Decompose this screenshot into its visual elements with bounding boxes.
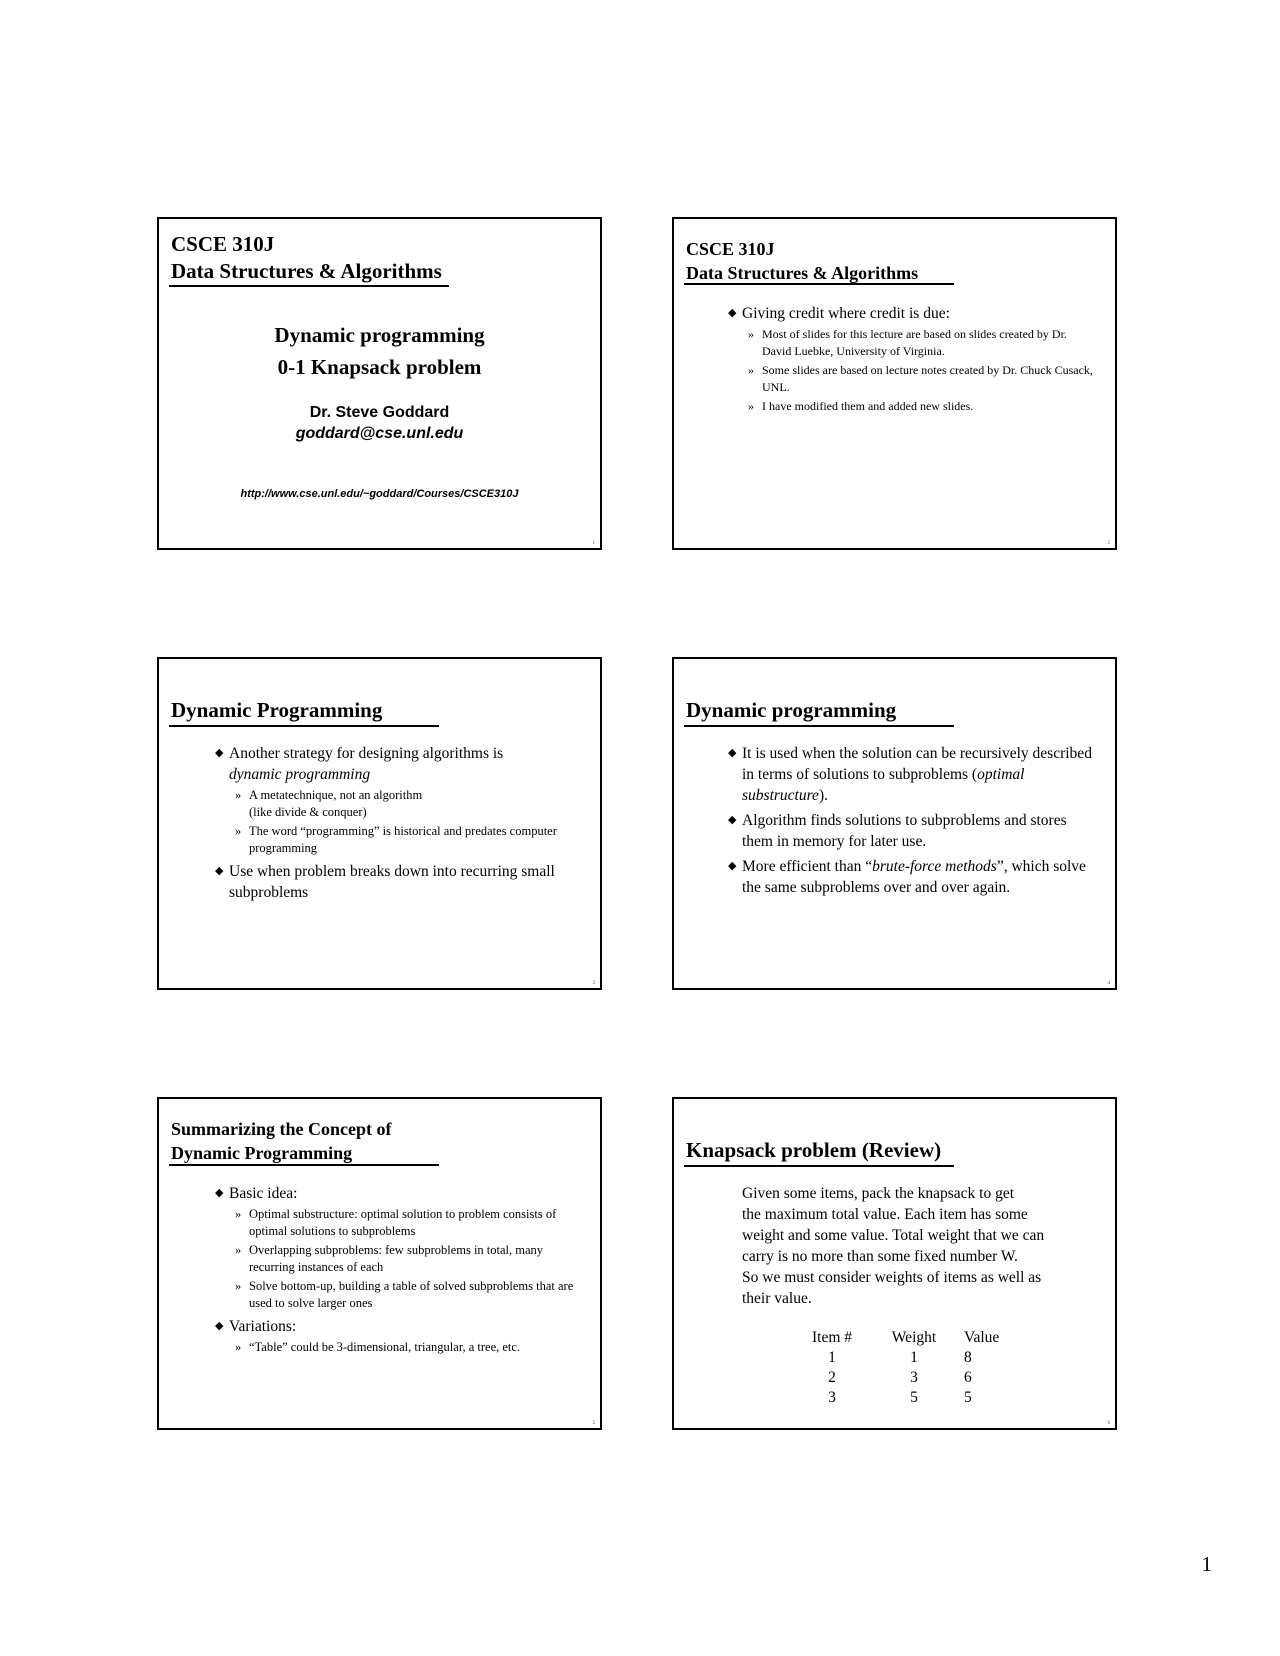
course-name: Data Structures & Algorithms: [171, 259, 442, 283]
bullet-list: [728, 303, 1095, 419]
bullet-item: ◆ Use when problem breaks down into recurring small subproblems: [215, 861, 580, 903]
bullet-emphasis: dynamic programming: [229, 766, 371, 783]
page-number: 1: [1201, 1552, 1212, 1576]
slide-number: 6: [1107, 1421, 1110, 1426]
title-underline: [169, 725, 439, 727]
sub-item: » Optimal substructure: optimal solution to problem consists of optimal solutions to subproblems: [229, 1206, 580, 1240]
slide-number: 1: [592, 541, 595, 546]
sub-text: A metatechnique, not an algorithm: [249, 788, 423, 802]
title-underline: [684, 725, 954, 727]
problem-description: [742, 1183, 1092, 1309]
slide-4: [672, 657, 1117, 990]
bullet-item: [215, 1183, 580, 1312]
sub-list: [229, 1339, 580, 1356]
bullet-text: It is used when the solution can be recursively described in terms of solutions to subproblems: [742, 745, 1092, 783]
slide-title: [686, 237, 918, 285]
slide-title: Dynamic Programming: [171, 698, 383, 722]
sub-item: » The word “programming” is historical and predates computer programming: [229, 823, 580, 857]
paragraph-line: their value.: [742, 1290, 812, 1307]
bullet-text: Basic idea:: [229, 1185, 298, 1202]
table-cell: 3: [828, 1389, 836, 1406]
bullet-item: [215, 1316, 580, 1356]
table-cell: 8: [964, 1349, 972, 1366]
slide-1: [157, 217, 602, 550]
title-underline: [169, 1164, 439, 1166]
sub-item: » Solve bottom-up, building a table of solved subproblems that are used to solve larger ones: [229, 1278, 580, 1312]
sub-item: » I have modified them and added new slides.: [742, 398, 1095, 415]
table-cell: 3: [910, 1369, 918, 1386]
bullet-text: More efficient than “: [742, 858, 873, 875]
table-row: [800, 1348, 1004, 1368]
table-row: [800, 1388, 1004, 1408]
bullet-item: [215, 743, 580, 857]
slide-number: 5: [592, 1421, 595, 1426]
slide-title: [171, 1117, 391, 1165]
sub-list: [229, 1206, 580, 1312]
course-code: CSCE 310J: [686, 239, 775, 259]
course-code: CSCE 310J: [171, 232, 275, 256]
lecture-topic: [159, 319, 600, 383]
sub-item: » Some slides are based on lecture notes created by Dr. Chuck Cusack, UNL.: [742, 362, 1095, 396]
bullet-list: [728, 743, 1095, 902]
slide-number: 2: [1107, 541, 1110, 546]
title-underline: [169, 285, 449, 287]
column-header-value: Value: [964, 1329, 1000, 1346]
slide-title: Knapsack problem (Review): [686, 1138, 942, 1162]
slide-3: [157, 657, 602, 990]
items-table: [800, 1328, 1004, 1408]
bullet-text: Another strategy for designing algorithms is: [229, 745, 504, 762]
sub-list: [229, 787, 580, 857]
course-name: Data Structures & Algorithms: [686, 263, 919, 283]
bullet-text: ).: [818, 787, 828, 804]
sub-text: (like divide & conquer): [249, 805, 367, 819]
paragraph-line: weight and some value. Total weight that we can: [742, 1227, 1045, 1244]
table-header-row: [800, 1328, 1004, 1348]
course-url: http://www.cse.unl.edu/~goddard/Courses/CSCE310J: [240, 488, 519, 500]
author-block: [159, 402, 600, 444]
bullet-text: Giving credit where credit is due:: [742, 305, 950, 322]
title-underline: [684, 283, 954, 285]
sub-item: » “Table” could be 3-dimensional, triangular, a tree, etc.: [229, 1339, 580, 1356]
author-email: goddard@cse.unl.edu: [295, 425, 464, 442]
paragraph-line: carry is no more than some fixed number W.: [742, 1248, 1018, 1265]
title-underline: [684, 1165, 954, 1167]
sub-list: [742, 326, 1095, 415]
bullet-item: [728, 303, 1095, 415]
table-cell: 1: [910, 1349, 918, 1366]
slide-number: 4: [1107, 981, 1110, 986]
bullet-emphasis: optimal substructure: [742, 766, 1025, 804]
table-cell: 5: [964, 1389, 972, 1406]
table-cell: 5: [910, 1389, 918, 1406]
bullet-item: ◆ Algorithm finds solutions to subproblems and stores them in memory for later use.: [728, 810, 1095, 852]
paragraph-line: the maximum total value. Each item has some: [742, 1206, 1028, 1223]
table-cell: 2: [828, 1369, 836, 1386]
bullet-emphasis: brute-force methods: [872, 858, 997, 875]
sub-item: » Overlapping subproblems: few subproblems in total, many recurring instances of each: [229, 1242, 580, 1276]
paragraph-line: Given some items, pack the knapsack to get: [742, 1185, 1015, 1202]
table-row: [800, 1368, 1004, 1388]
bullet-text: ”, which solve the same subproblems over and over again.: [742, 858, 1086, 896]
column-header-weight: Weight: [891, 1329, 937, 1346]
bullet-item: [728, 743, 1095, 806]
bullet-item: [728, 856, 1095, 898]
column-header-item: Item #: [811, 1329, 853, 1346]
bullet-text: Variations:: [229, 1318, 297, 1335]
bullet-list: [215, 743, 580, 907]
bullet-list: [215, 1183, 580, 1360]
table-cell: 1: [828, 1349, 836, 1366]
topic-line-1: Dynamic programming: [274, 323, 485, 347]
topic-line-2: 0-1 Knapsack problem: [277, 355, 482, 379]
bullet-text: (: [971, 766, 978, 783]
title-line-2: Dynamic Programming: [171, 1143, 353, 1163]
slide-title: Dynamic programming: [686, 698, 897, 722]
slide-number: 3: [592, 981, 595, 986]
title-line-1: Summarizing the Concept of: [171, 1119, 392, 1139]
slide-title: [171, 231, 442, 285]
sub-item: » Most of slides for this lecture are based on slides created by Dr. David Luebke, University of Virginia.: [742, 326, 1095, 360]
slide-5: [157, 1097, 602, 1430]
table-cell: 6: [964, 1369, 972, 1386]
sub-item: [229, 787, 580, 821]
slide-2: [672, 217, 1117, 550]
paragraph-line: So we must consider weights of items as well as: [742, 1269, 1042, 1286]
slide-6: [672, 1097, 1117, 1430]
author-name: Dr. Steve Goddard: [309, 404, 450, 421]
